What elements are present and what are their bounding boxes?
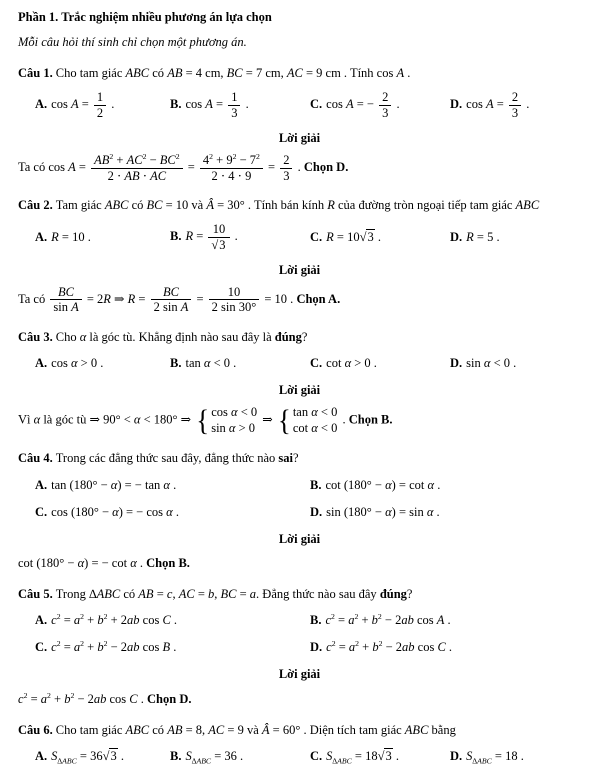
question-5-label: Câu 5. (18, 587, 53, 601)
option-label: A. (35, 229, 48, 244)
question-4-text: Trong các đẳng thức sau đây, đẳng thức nào sai? (55, 451, 299, 466)
question-3-text: Cho α là góc tù. Khẳng định nào sau đây là đúng? (55, 329, 308, 344)
question-3 (18, 328, 581, 437)
question-6 (18, 721, 581, 765)
question-4-stem (18, 449, 581, 467)
option-text: $S_{\Delta ABC} = 18$ √ 3 . (326, 749, 399, 763)
question-5-option-b (293, 611, 581, 629)
question-3-stem (18, 328, 581, 346)
option-label: D. (450, 97, 463, 112)
option-text: $c^2 = a^2 + b^2 - 2ab$ cos A . (325, 611, 451, 628)
question-2-label: Câu 2. (18, 198, 53, 212)
option-text: $c^2 = a^2 + b^2 - 2ab$ cos C . (326, 639, 453, 655)
question-3-option-c (293, 354, 433, 372)
option-text: cos A = $\frac{1}{3}$ . (185, 90, 249, 120)
option-label: C. (310, 97, 323, 112)
option-text: cos A = $\frac{2}{3}$ . (466, 90, 530, 120)
option-label: D. (450, 355, 463, 370)
question-3-option-a (18, 354, 153, 372)
question-5-solution: $c^2 = a^2 + b^2 - 2ab$ cos C . Chọn D. (18, 690, 192, 706)
option-text: sin α < 0 . (466, 355, 517, 370)
question-5-option-d (293, 638, 581, 656)
option-label: C. (310, 355, 323, 370)
option-label: B. (310, 477, 322, 492)
option-text: cos A = $\frac{1}{2}$ . (51, 90, 115, 120)
section-subtitle: Mỗi câu hỏi thí sinh chỉ chọn một phương án. (18, 35, 247, 50)
question-6-label: Câu 6. (18, 722, 53, 737)
option-label: D. (450, 229, 463, 244)
option-label: B. (170, 97, 182, 112)
question-2-stem (18, 196, 581, 214)
question-4-option-b (293, 476, 581, 494)
question-1-option-b (153, 90, 293, 120)
question-6-options (18, 747, 581, 765)
option-label: B. (310, 613, 322, 628)
question-5-solution-heading: Lời giải (278, 667, 321, 682)
question-2 (18, 196, 581, 315)
option-text: cot (180° − α) = cot α . (325, 477, 441, 492)
option-label: A. (35, 477, 48, 492)
question-1-options (18, 90, 581, 120)
option-label: D. (450, 748, 463, 763)
option-text: tan (180° − α) = − tan α . (51, 477, 177, 492)
question-3-solution: Vì α là góc tù ⇒ 90° < α < 180° ⇒ { cos α < 0 sin α > 0 ⇒ { tan α < 0 cot α < 0 . Chọn B. (18, 403, 393, 437)
option-text: $S_{\Delta ABC} = 36$ √ 3 . (51, 749, 124, 763)
question-6-option-b (153, 747, 293, 765)
option-text: R = 10 √ 3 . (185, 229, 237, 243)
question-4 (18, 449, 581, 572)
question-4-option-c (18, 503, 293, 521)
question-2-option-b (153, 222, 293, 252)
question-1-option-d (433, 90, 581, 120)
question-4-label: Câu 4. (18, 451, 53, 466)
question-2-option-a (18, 228, 153, 246)
option-label: C. (310, 748, 323, 763)
option-label: A. (35, 748, 48, 763)
question-1-solution: Ta có cos A = $\frac{AB^2 + AC^2 - BC^2}{2 \cdot AB \cdot AC}$ = $\frac{4^2 + 9^2 - 7^2}{2 \cdot 4 \cdot 9}$ = $\frac{2}{3}$ . Chọn D. (18, 152, 349, 183)
question-3-option-b (153, 354, 293, 372)
question-5-options (18, 611, 581, 656)
question-1-label: Câu 1. (18, 66, 53, 81)
option-label: C. (310, 229, 323, 244)
question-3-options (18, 354, 581, 372)
question-4-solution: cot (180° − α) = − cot α . Chọn B. (18, 555, 190, 570)
option-text: $c^2 = a^2 + b^2 - 2ab$ cos B . (51, 639, 177, 655)
question-5-stem (18, 585, 581, 603)
option-text: $S_{\Delta ABC} = 18$ . (466, 748, 524, 765)
question-2-text: Tam giác ABC có BC = 10 và Â = 30° . Tính bán kính R của đường tròn ngoại tiếp tam giác ABC (55, 198, 540, 212)
question-1-solution-heading: Lời giải (278, 131, 321, 146)
question-6-stem (18, 721, 581, 739)
option-text: cos α > 0 . (51, 355, 104, 370)
option-label: B. (170, 228, 182, 243)
question-3-label: Câu 3. (18, 329, 53, 344)
question-3-solution-heading: Lời giải (278, 383, 321, 397)
question-2-solution-heading: Lời giải (278, 262, 321, 277)
question-2-options (18, 222, 581, 252)
option-text: $S_{\Delta ABC} = 36$ . (185, 748, 244, 765)
option-label: A. (35, 355, 48, 370)
option-label: C. (35, 640, 48, 655)
question-5 (18, 585, 581, 708)
option-text: tan α < 0 . (185, 355, 237, 370)
option-label: A. (35, 97, 48, 112)
option-text: R = 5 . (466, 229, 500, 244)
question-2-solution: Ta có $\frac{BC}{\text{sin A}}$ = 2R ⇒ R = $\frac{BC}{\text{2 sin A}}$ = $\frac{10}{2 \sin 30^\circ}$ = 10 . Chọn A. (18, 285, 341, 315)
question-6-option-d (433, 747, 581, 765)
option-text: sin (180° − α) = sin α . (326, 504, 440, 519)
option-label: B. (170, 748, 182, 763)
question-2-option-d (433, 228, 581, 246)
option-label: B. (170, 355, 182, 370)
question-6-text: Cho tam giác ABC có AB = 8, AC = 9 và Â = 60° . Diện tích tam giác ABC bằng (55, 722, 456, 737)
section-title: Phần 1. Trắc nghiệm nhiều phương án lựa chọn (18, 10, 272, 24)
option-text: cot α > 0 . (326, 355, 377, 370)
question-1-option-a (18, 90, 153, 120)
question-3-option-d (433, 354, 581, 372)
option-text: R = 10 √ 3 . (326, 229, 381, 244)
option-text: cos A = − $\frac{2}{3}$ . (326, 90, 400, 120)
question-1-text: Cho tam giác ABC có AB = 4 cm, BC = 7 cm, AC = 9 cm . Tính cos A . (55, 66, 411, 81)
question-4-options (18, 476, 581, 521)
question-5-option-a (18, 611, 293, 629)
question-4-option-d (293, 503, 581, 521)
question-1 (18, 64, 581, 183)
option-text: cos (180° − α) = − cos α . (51, 504, 179, 519)
question-4-option-a (18, 476, 293, 494)
question-4-solution-heading: Lời giải (278, 531, 321, 546)
question-2-option-c (293, 228, 433, 246)
option-label: D. (310, 504, 323, 519)
option-label: A. (35, 613, 48, 628)
question-6-option-a (18, 747, 153, 765)
question-1-option-c (293, 90, 433, 120)
option-label: C. (35, 504, 48, 519)
question-6-option-c (293, 747, 433, 765)
question-5-option-c (18, 638, 293, 656)
question-1-stem (18, 64, 581, 82)
question-5-text: Trong ∆ABC có AB = c, AC = b, BC = a. Đẳng thức nào sau đây đúng? (55, 587, 413, 601)
option-text: R = 10 . (51, 229, 91, 244)
option-text: $c^2 = a^2 + b^2 + 2ab$ cos C . (51, 611, 178, 628)
option-label: D. (310, 640, 323, 655)
